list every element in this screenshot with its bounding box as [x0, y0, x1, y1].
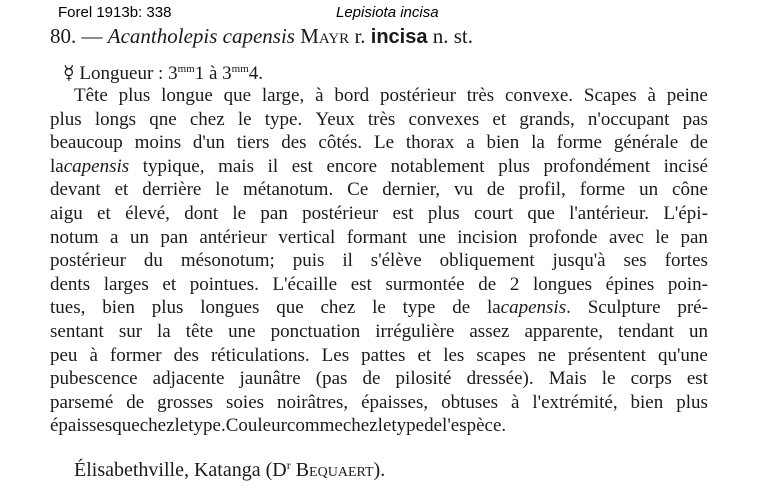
length-from: $3^{mm}1$ — [168, 63, 205, 84]
description-line: tues, bien plus longues que chez le type de lacapensis. Sculpture pré- — [50, 297, 708, 319]
length-line — [63, 62, 263, 85]
description-line: dents larges et pointues. L'écaille est surmontée de 2 longues épines poin- — [50, 273, 708, 295]
entry-status: n. st. — [432, 24, 473, 48]
entry-genus-species: Acantholepis capensis — [107, 24, 295, 48]
description-line: sentant sur la tête une ponctuation irrégulière assez apparente, tendant un — [50, 320, 708, 342]
locality-line — [74, 458, 385, 482]
entry-author: Mayr — [300, 24, 350, 48]
description-line: épaisses que chez le type. Couleur comme chez le type de l'espèce. — [50, 415, 507, 437]
description-line: notum a un pan antérieur vertical formant une incision profonde avec le pan — [50, 226, 708, 248]
description-line: lacapensis typique, mais il est encore notablement plus profondément incisé — [50, 155, 708, 177]
description-line: parsemé de grosses soies noirâtres, épaisses, obtuses à l'extrémité, bien plus — [50, 391, 708, 413]
entry-name: incisa — [370, 26, 428, 48]
description-line: plus longs qne chez le type. Yeux très convexes et grands, n'occupant pas — [50, 108, 708, 130]
worker-caste-icon: ☿ — [63, 63, 75, 84]
length-label: Longueur : — [79, 63, 164, 84]
length-to-word: à — [208, 63, 218, 84]
collector-name: Bequaert — [295, 459, 374, 481]
length-to: $3^{mm}4$. — [222, 63, 264, 84]
description-line: Tête plus longue que large, à bord postérieur très convexe. Scapes à peine — [74, 85, 708, 106]
entry-number: 80. — — [50, 24, 103, 48]
entry-rank: r. — [354, 24, 366, 48]
collector-title-sup: r — [286, 458, 291, 472]
description-line: beaucoup moins d'un tiers des côtés. Le thorax a bien la forme générale de — [50, 132, 708, 154]
description-line: postérieur du mésonotum; puis il s'élève obliquement jusqu'à ses fortes — [50, 250, 708, 272]
description-paragraph — [50, 84, 708, 438]
locality-close: ). — [373, 459, 386, 481]
taxon-name: Lepisiota incisa — [336, 4, 439, 21]
description-line: aigu et élevé, dont le pan postérieur est plus court que l'antérieur. L'épi- — [50, 202, 708, 224]
description-line: peu à former des réticulations. Les pattes et les scapes ne présentent qu'une — [50, 344, 708, 366]
collector-title: D — [272, 459, 287, 481]
description-line: pubescence adjacente jaunâtre (pas de pilosité dressée). Mais le corps est — [50, 368, 708, 390]
locality-place: Élisabethville, Katanga ( — [74, 459, 273, 481]
entry-heading — [50, 24, 750, 49]
source-reference: Forel 1913b: 338 — [58, 4, 172, 21]
description-line: devant et derrière le métanotum. Ce dernier, vu de profil, forme un cône — [50, 179, 708, 201]
